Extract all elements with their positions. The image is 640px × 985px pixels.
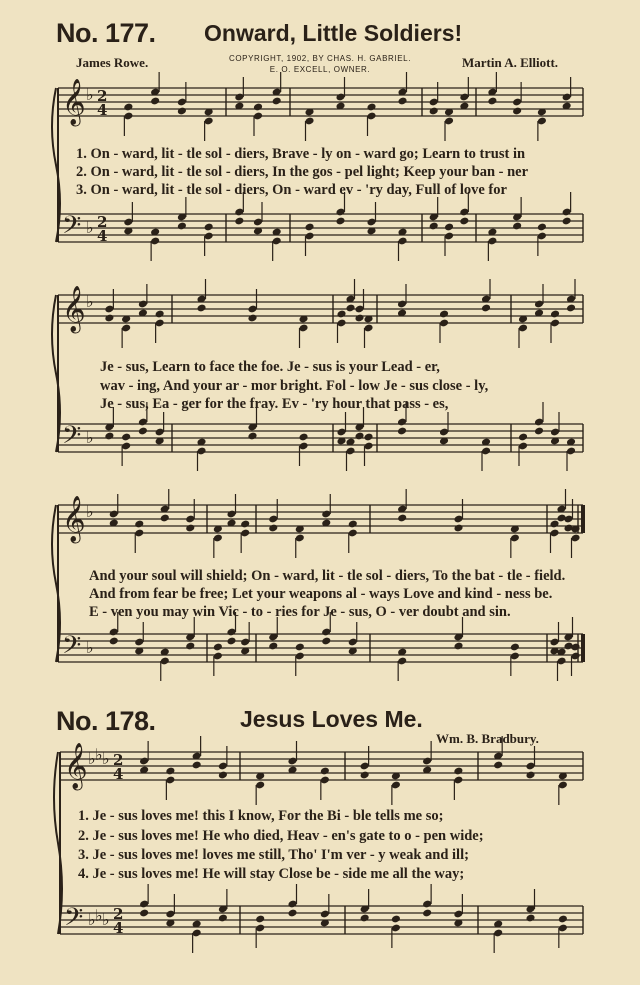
treble-note [360, 771, 370, 780]
bass-note [213, 643, 223, 652]
bass-note [287, 909, 297, 918]
treble-note [397, 97, 407, 106]
bass-note [518, 433, 528, 442]
bass-note [510, 643, 520, 652]
lyric-177-s2-verse3: Je - sus, Ea - ger for the fray. Ev - 'ry hour that pass - es, [100, 396, 449, 412]
treble-clef: 𝄞 [62, 496, 86, 542]
lyric-178-verse1: 1. Je - sus loves me! this I know, For the Bi - ble tells me so; [78, 808, 444, 824]
bass-note [562, 217, 572, 226]
hymn-177-lyricist: James Rowe. [76, 55, 149, 70]
bass-note [139, 909, 149, 918]
bass-note [104, 432, 114, 441]
treble-note [453, 524, 463, 533]
treble-note [320, 767, 330, 776]
lyric-178-verse4: 4. Je - sus loves me! He will stay Close be - side me all the way; [78, 866, 465, 882]
treble-note [487, 97, 497, 106]
treble-note [240, 520, 250, 529]
bass-note [534, 427, 544, 436]
bass-note [321, 637, 331, 646]
time-signature-bottom: 4 [113, 765, 124, 783]
lyric-178-verse2: 2. Je - sus loves me! He who died, Heav - en's gate to o - pen wide; [78, 828, 484, 844]
bass-note [226, 637, 236, 646]
lyric-177-s2-verse2: wav - ing, And your ar - mor bright. Fol - low Je - sus close - ly, [100, 378, 489, 394]
bass-note [453, 642, 463, 651]
bass-note [177, 222, 187, 231]
treble-clef: 𝄞 [64, 743, 88, 789]
key-flat: ♭ [86, 428, 94, 447]
treble-note [348, 520, 358, 529]
bass-note [268, 642, 278, 651]
treble-note [134, 520, 144, 529]
bass-note [558, 915, 568, 924]
bass-note [218, 914, 228, 923]
lyric-177-s3-verse1: And your soul will shield; On - ward, lit - tle sol - diers, To the bat - tle - field. [89, 568, 566, 584]
treble-note [453, 767, 463, 776]
treble-note [104, 314, 114, 323]
hymn-178-number: No. 178. [56, 706, 156, 736]
bass-note [255, 915, 265, 924]
bass-note [121, 433, 131, 442]
treble-note [268, 524, 278, 533]
key-flat: ♭ [86, 502, 94, 521]
treble-note [272, 97, 282, 106]
lyric-177-s3-verse3: E - ven you may win Vic - to - ries for Je - sus, O - ver doubt and sin. [89, 604, 511, 620]
lyric-177-s1-verse1: 1. On - ward, lit - tle sol - diers, Brave - ly on - ward go; Learn to trust in [76, 146, 526, 162]
key-flat: ♭ [86, 85, 94, 104]
copyright-line-2: E. O. EXCELL, OWNER. [269, 65, 371, 74]
bass-note [537, 223, 547, 232]
bass-note [247, 432, 257, 441]
bass-note [204, 223, 214, 232]
treble-note [160, 514, 170, 523]
bass-note [525, 914, 535, 923]
bass-note [429, 222, 439, 231]
key-flat: ♭ [86, 638, 94, 657]
hymn-178-composer: Wm. B. Bradbury. [436, 731, 539, 746]
time-signature-bottom: 4 [97, 227, 108, 245]
lyric-177-s3-verse2: And from fear be free; Let your weapons al - ways Love and kind - ness be. [89, 586, 553, 602]
treble-note [366, 103, 376, 112]
treble-note [481, 304, 491, 313]
key-flat: ♭ [86, 218, 94, 237]
bass-note [512, 222, 522, 231]
bass-clef: 𝄢 [62, 421, 82, 456]
hymn-177-composer: Martin A. Elliott. [462, 55, 559, 70]
bass-note [298, 433, 308, 442]
treble-note [550, 310, 560, 319]
lyric-177-s2-verse1: Je - sus, Learn to face the foe. Je - sus is your Lead - er, [100, 359, 440, 375]
bass-note [459, 217, 469, 226]
bass-note [444, 223, 454, 232]
time-signature-top: 2 [97, 213, 108, 231]
treble-note [566, 304, 576, 313]
treble-note [155, 310, 165, 319]
bass-clef: 𝄢 [62, 211, 82, 246]
hymn-177-title: Onward, Little Soldiers! [204, 20, 463, 46]
treble-clef: 𝄞 [62, 79, 86, 125]
treble-note [493, 761, 503, 770]
treble-note [439, 310, 449, 319]
treble-note [397, 514, 407, 523]
treble-clef: 𝄞 [62, 286, 86, 332]
treble-note [549, 520, 559, 529]
time-signature-bottom: 4 [113, 919, 124, 937]
bass-note [234, 217, 244, 226]
treble-note [192, 761, 202, 770]
time-signature-top: 2 [113, 905, 124, 923]
copyright-line-1: COPYRIGHT, 1902, BY CHAS. H. GABRIEL. [228, 54, 412, 63]
bass-clef: 𝄢 [64, 903, 84, 938]
lyric-178-verse3: 3. Je - sus loves me! loves me still, Tho' I'm ver - y weak and ill; [78, 847, 469, 863]
treble-note [345, 304, 355, 313]
key-flat: ♭ [95, 906, 103, 925]
time-signature-bottom: 4 [97, 101, 108, 119]
treble-note [196, 304, 206, 313]
key-flat: ♭ [88, 910, 96, 929]
bass-clef: 𝄢 [62, 631, 82, 666]
treble-note [525, 771, 535, 780]
treble-note [247, 314, 257, 323]
lyric-177-s1-verse2: 2. On - ward, lit - tle sol - diers, In the gos - pel light; Keep your ban - ner [76, 164, 529, 180]
key-flat: ♭ [102, 749, 110, 768]
hymn-177-number: No. 177. [56, 18, 156, 48]
treble-note [185, 524, 195, 533]
bass-note [354, 432, 364, 441]
bass-note [138, 427, 148, 436]
bass-note [335, 217, 345, 226]
treble-note [336, 310, 346, 319]
treble-note [177, 107, 187, 116]
bass-note [295, 643, 305, 652]
time-signature-top: 2 [113, 751, 124, 769]
bass-note [397, 427, 407, 436]
treble-note [253, 103, 263, 112]
treble-note [512, 107, 522, 116]
lyric-177-s1-verse3: 3. On - ward, lit - tle sol - diers, On - ward ev - 'ry day, Full of love for [76, 182, 507, 198]
bass-note [360, 914, 370, 923]
bass-note [109, 637, 119, 646]
treble-note [165, 767, 175, 776]
treble-note [429, 107, 439, 116]
key-flat: ♭ [102, 910, 110, 929]
time-signature-top: 2 [97, 87, 108, 105]
treble-note [354, 314, 364, 323]
treble-note [150, 97, 160, 106]
bass-note [185, 642, 195, 651]
bass-note [422, 909, 432, 918]
bass-note [391, 915, 401, 924]
treble-note [218, 771, 228, 780]
key-flat: ♭ [88, 749, 96, 768]
key-flat: ♭ [95, 745, 103, 764]
bass-note [363, 433, 373, 442]
hymn-178-title: Jesus Loves Me. [240, 706, 423, 732]
treble-note [123, 103, 133, 112]
bass-note [304, 223, 314, 232]
key-flat: ♭ [86, 292, 94, 311]
